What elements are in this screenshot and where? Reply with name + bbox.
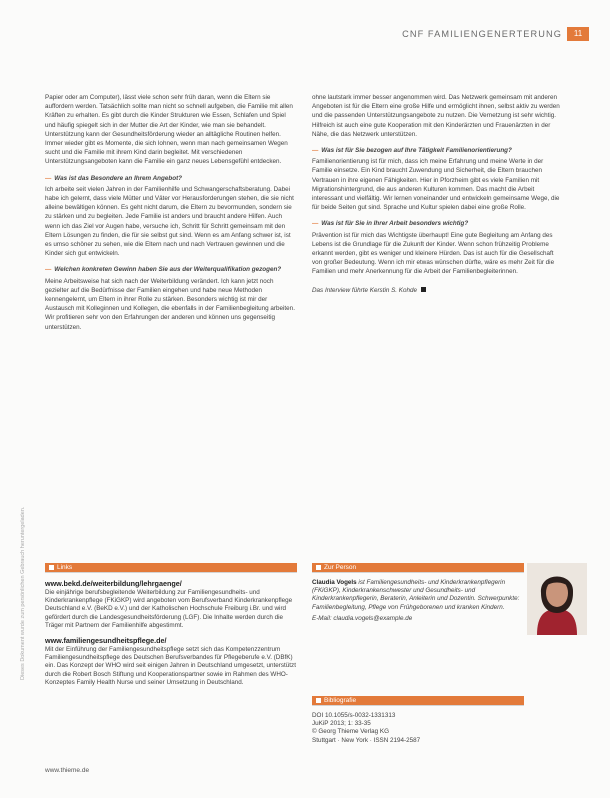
links-box-label: Links — [45, 563, 76, 572]
square-icon — [49, 565, 54, 570]
interview-credit: Das Interview führte Kerstin S. Kohde — [312, 286, 562, 295]
paragraph: Ich arbeite seit vielen Jahren in der Familienhilfe und Schwangerschaftsberatung. Dabei habe ich gelernt, dass viele Mütter und Väter vor Herausforderungen stehen, die sie nicht alleine bewältigen können. Es geht nicht darum, die Eltern zu bevormunden, sondern sie zu stärken und zu begleiten. Jede Familie ist anders und braucht andere Hilfen. Auch wenn ich das Ziel vor Augen habe, versuche ich, Schritt für Schritt gemeinsam mit den Eltern Lösungen zu finden, die für sie selbst gut sind. Wenn es am Anfang schwer ist, ist es umso schöner zu sehen, wie die Eltern nach und nach Vertrauen gewinnen und die Kinder sich gut entwickeln. — [45, 185, 294, 258]
author-box-label: Zur Person — [312, 563, 360, 572]
bibliography-line: © Georg Thieme Verlag KG — [312, 728, 389, 736]
bibliography-box — [312, 696, 524, 745]
links-box-bar — [45, 563, 297, 573]
square-icon — [316, 565, 321, 570]
author-bio: ist Familiengesundheits- und Kinderkrankenpflegerin (FKiGKP), Kinderkrankenschwester und Gesundheits- und Kinderkrankenpflegerin, Beraterin, Anleiterin und Dozentin. Schwerpunkte: Familienbegleitung, Pflege von Frühgeborenen und kranken Kindern. — [312, 579, 520, 611]
left-column — [45, 93, 297, 333]
bibliography-line: Stuttgart · New York · ISSN 2194-2587 — [312, 736, 421, 744]
interview-question: — Welchen konkreten Gewinn haben Sie aus der Weiterqualifikation gezogen? — [45, 266, 282, 274]
paragraph: Papier oder am Computer), lässt viele schon sehr früh daran, wenn die Eltern sie auffordern werden. Tatsächlich sollte man nicht so schnell aufgeben, die Familie mit allen Kräften zu erhalten. Es gibt durch die Kinder Strukturen wie Essen, Schlafen und Spiel und häufig spiegelt sich in der Mutter die Art der Kinder, wie man sie behandelt. Unterstützung kann der Gesundheitsförderung wieder an alltägliche Routinen helfen. Immer wieder gibt es Momente, die sich lohnen, wenn man nach gemeinsamen Wegen sucht und die Familie mit ihrem Kind darin begleitet. Mit verschiedenen Unterstützungsangeboten kann die Familie ein ganz neues Lebensgefühl entdecken. — [45, 94, 293, 166]
end-mark-icon — [421, 287, 426, 292]
page-number: 11 — [567, 27, 589, 41]
paragraph: Meine Arbeitsweise hat sich nach der Weiterbildung verändert. Ich kann jetzt noch gezielter auf die Bedürfnisse der Familien eingehen und habe neue Methoden kennengelernt, um Eltern in ihrer Rolle zu stärken. Besonders wichtig ist mir der Austausch mit Kolleginnen und Kollegen, die ebenfalls in der Familienbegleitung arbeiten. Wir profitieren sehr von den Erfahrungen der anderen und können uns gegenseitig unterstützen. — [45, 277, 295, 331]
bibliography-line: JuKiP 2013; 1: 33-35 — [312, 720, 371, 728]
links-box — [45, 563, 297, 687]
footer-website[interactable]: www.thieme.de — [45, 767, 90, 774]
author-name: Claudia Vogels — [312, 579, 357, 586]
author-photo — [527, 563, 587, 635]
right-column — [312, 93, 562, 296]
link-description: Mit der Einführung der Familiengesundheitspflege setzt sich das Kompetenzzentrum Familiengesundheitspflege des Deutschen Berufsverbandes für Pflegeberufe e.V. (DBfK) ein. Das Konzept der WHO wird seit einigen Jahren in Deutschland umgesetzt, unterstützt durch die Robert Bosch Stiftung und Kooperationspartner sowie im Rahmen des WHO-Konzeptes Family Health Nurse und seiner Umsetzung in Deutschland. — [45, 646, 296, 686]
vertical-side-note: Dieses Dokument wurde zum persönlichen Gebrauch heruntergeladen. — [20, 506, 26, 680]
interview-question: — Was ist das Besondere an Ihrem Angebot? — [45, 174, 183, 182]
author-contact: E-Mail: claudia.vogels@example.de — [312, 614, 413, 622]
bibliography-line: DOI 10.1055/s-0032-1331313 — [312, 712, 396, 719]
paragraph: Familienorientierung ist für mich, dass ich meine Erfahrung und meine Werte in der Familie einsetze. Ein Kind braucht Zuwendung und Sicherheit, die Eltern brauchen Vertrauen in ihre eigenen Fähigkeiten. Hier in Pforzheim gibt es viele Familien mit Migrationshintergrund, die aus anderen Kulturen kommen. Das macht die Arbeit interessant und vielfältig. Wir lernen voneinander und entwickeln gemeinsame Wege, die für beide Seiten gut sind. Sprache und Kultur spielen dabei eine große Rolle. — [312, 158, 560, 212]
link-url[interactable]: www.familiengesundheitspflege.de/ — [45, 636, 167, 646]
interview-question: — Was ist für Sie bezogen auf Ihre Tätigkeit Familienorientierung? — [312, 147, 512, 155]
paragraph: Prävention ist für mich das Wichtigste überhaupt! Eine gute Begleitung am Anfang des Lebens ist die Grundlage für die Zukunft der Kinder. Wenn schon frühzeitig Probleme erkannt werden, gibt es weniger und kleinere Hürden. Das ist auch für die Gesellschaft von großer Bedeutung. Wenn ich mir etwas wünschen dürfte, wäre es mehr Zeit für die Familien und mehr Anerkennung für die Arbeit der Familienbegleiterinnen. — [312, 231, 555, 276]
running-header-title: CNF FAMILIENGENERTERUNG — [402, 29, 562, 39]
link-description: Die einjährige berufsbegleitende Weiterbildung zur Familiengesundheits- und Kinderkrankenpflege (FKiGKP) wird angeboten vom Berufsverband Kinderkrankenpflege Deutschland e.V. (BeKD e.V.) und der Katholischen Hochschule Freiburg i.Br. und wird gefördert durch die Landesgesundheitsförderung (LGF). Die Inhalte werden durch die Träger mit Partnern der Familienhilfe abgestimmt. — [45, 589, 293, 629]
bibliography-box-label: Bibliografie — [312, 696, 360, 705]
interview-question: — Was ist für Sie in Ihrer Arbeit besonders wichtig? — [312, 220, 469, 228]
square-icon — [316, 698, 321, 703]
paragraph: ohne lautstark immer besser angenommen wird. Das Netzwerk gemeinsam mit anderen Angeboten ist für die Eltern eine große Hilfe und ermöglicht ihnen, selbst aktiv zu werden und die passenden Unterstützungsangebote zu nutzen. Die Vernetzung ist sehr wichtig. Hilfreich ist auch eine gute Kooperation mit den Kinderärzten und Frauenärzten in der Nähe, die das Netzwerk unterstützen. — [312, 94, 560, 138]
link-url[interactable]: www.bekd.de/weiterbildung/lehrgaenge/ — [45, 579, 182, 588]
